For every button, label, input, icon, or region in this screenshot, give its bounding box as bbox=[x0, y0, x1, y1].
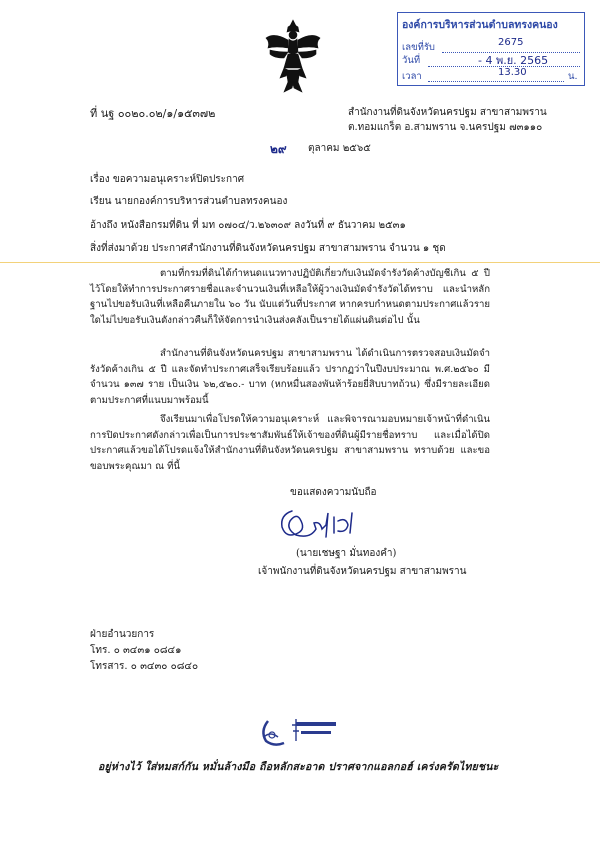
closing-regards: ขอแสดงความนับถือ bbox=[290, 487, 377, 498]
highlight-divider bbox=[0, 262, 600, 263]
garuda-emblem-icon bbox=[262, 18, 324, 96]
office-name: สำนักงานที่ดินจังหวัดนครปฐม สาขาสามพราน bbox=[348, 107, 547, 118]
stamp-time-line bbox=[428, 81, 564, 82]
stamp-org-name: องค์การบริหารส่วนตำบลทรงคนอง bbox=[402, 19, 558, 31]
subject-line: เรื่อง ขอความอนุเคราะห์ปิดประกาศ bbox=[90, 174, 245, 185]
recipient-line: เรียน นายกองค์การบริหารส่วนตำบลทรงคนอง bbox=[90, 196, 288, 207]
stamp-receipt-value: 2675 bbox=[498, 37, 524, 48]
signature-icon bbox=[276, 503, 360, 543]
document-number: ที่ นฐ ๐๐๒๐.๐๒/๑/๑๕๓๗๒ bbox=[90, 107, 216, 120]
body-paragraph-2-text: สำนักงานที่ดินจังหวัดนครปฐม สาขาสามพราน ได้ดำเนินการตรวจสอบเงินมัดจำรังวัดค้างเกิน ๕ ปี และจัดทำประกาศเสร็จเรียบร้อยแล้ว ปรากฏว่าในปีงบประมาณ พ.ศ.๒๕๖๐ มีจำนวน ๑๓๗ ราย เป็นเงิน ๖๒,๕๒๐.- บาท (หกหมื่นสองพันห้าร้อยยี่สิบบาทถ้วน) ซึ่งมีรายละเอียดตามประกาศที่แนบมาพร้อมนี้ bbox=[90, 348, 490, 406]
body-paragraph-2 bbox=[90, 346, 490, 408]
stamp-time-label: เวลา bbox=[402, 71, 422, 82]
reference-line: อ้างถึง หนังสือกรมที่ดิน ที่ มท ๐๗๐๔/ว.๒๖๓๐๙ ลงวันที่ ๙ ธันวาคม ๒๕๓๑ bbox=[90, 220, 406, 231]
covid-slogan: อยู่ห่างไว้ ใส่หมสก์กัน หมั่นล้างมือ ถือหลักสะอาด ปราศจากแอลกอฮ์ เคร่งครัดไทยชนะ bbox=[98, 761, 499, 773]
stamp-date-value: - 4 พ.ย. 2565 bbox=[478, 54, 549, 67]
fax-number: โทรสาร. ๐ ๓๔๓๐ ๐๘๔๐ bbox=[90, 661, 199, 672]
logo-caption bbox=[296, 716, 340, 734]
receipt-stamp bbox=[397, 12, 585, 86]
date-month-year: ตุลาคม ๒๕๖๕ bbox=[308, 143, 371, 154]
stamp-date-label: วันที่ bbox=[402, 55, 421, 66]
date-day: ๒๙ bbox=[270, 142, 287, 156]
signer-name: (นายเชษฐา มั่นทองคำ) bbox=[296, 548, 397, 559]
body-paragraph-1-text: ตามที่กรมที่ดินได้กำหนดแนวทางปฏิบัติเกี่ยวกับเงินมัดจำรังวัดค้างบัญชีเกิน ๕ ปี ไว้โดยให้ทำการประกาศรายชื่อและจำนวนเงินที่เหลือให้ผู้วางเงินมัดจำรังวัดได้ทราบ และนำหลักฐานไปขอรับเงินที่เหลือคืนภายใน ๖๐ วัน นับแต่วันที่ประกาศ หากครบกำหนดตามประกาศแล้วรายใดไม่ไปขอรับเงินดังกล่าวคืนก็ให้จัดการนำเงินส่งคลังเป็นรายได้แผ่นดินต่อไป นั้น bbox=[90, 268, 490, 326]
telephone-number: โทร. ๐ ๓๔๓๑ ๐๘๔๑ bbox=[90, 645, 182, 656]
body-paragraph-3 bbox=[90, 412, 490, 474]
enclosure-line: สิ่งที่ส่งมาด้วย ประกาศสำนักงานที่ดินจังหวัดนครปฐม สาขาสามพราน จำนวน ๑ ชุด bbox=[90, 243, 446, 254]
body-paragraph-1 bbox=[90, 266, 490, 328]
stamp-time-value: 13.30 bbox=[498, 67, 527, 78]
stamp-receipt-label: เลขที่รับ bbox=[402, 42, 435, 53]
department-name: ฝ่ายอำนวยการ bbox=[90, 629, 155, 640]
signer-position: เจ้าพนักงานที่ดินจังหวัดนครปฐม สาขาสามพราน bbox=[258, 566, 467, 577]
stamp-time-suffix: น. bbox=[568, 71, 578, 82]
body-paragraph-3-text: จึงเรียนมาเพื่อโปรดให้ความอนุเคราะห์ และพิจารณามอบหมายเจ้าหน้าที่ดำเนินการปิดประกาศดังกล่าวเพื่อเป็นการประชาสัมพันธ์ให้เจ้าของที่ดินผู้มีรายชื่อทราบ และเมื่อได้ปิดประกาศแล้วขอได้โปรดแจ้งให้สำนักงานที่ดินจังหวัดนครปฐม สาขาสามพราน ทราบด้วย และขอขอบพระคุณมา ณ ที่นี้ bbox=[90, 414, 490, 472]
office-address: ต.ทอมแกร็ต อ.สามพราน จ.นครปฐม ๗๓๑๑๐ bbox=[348, 122, 543, 133]
